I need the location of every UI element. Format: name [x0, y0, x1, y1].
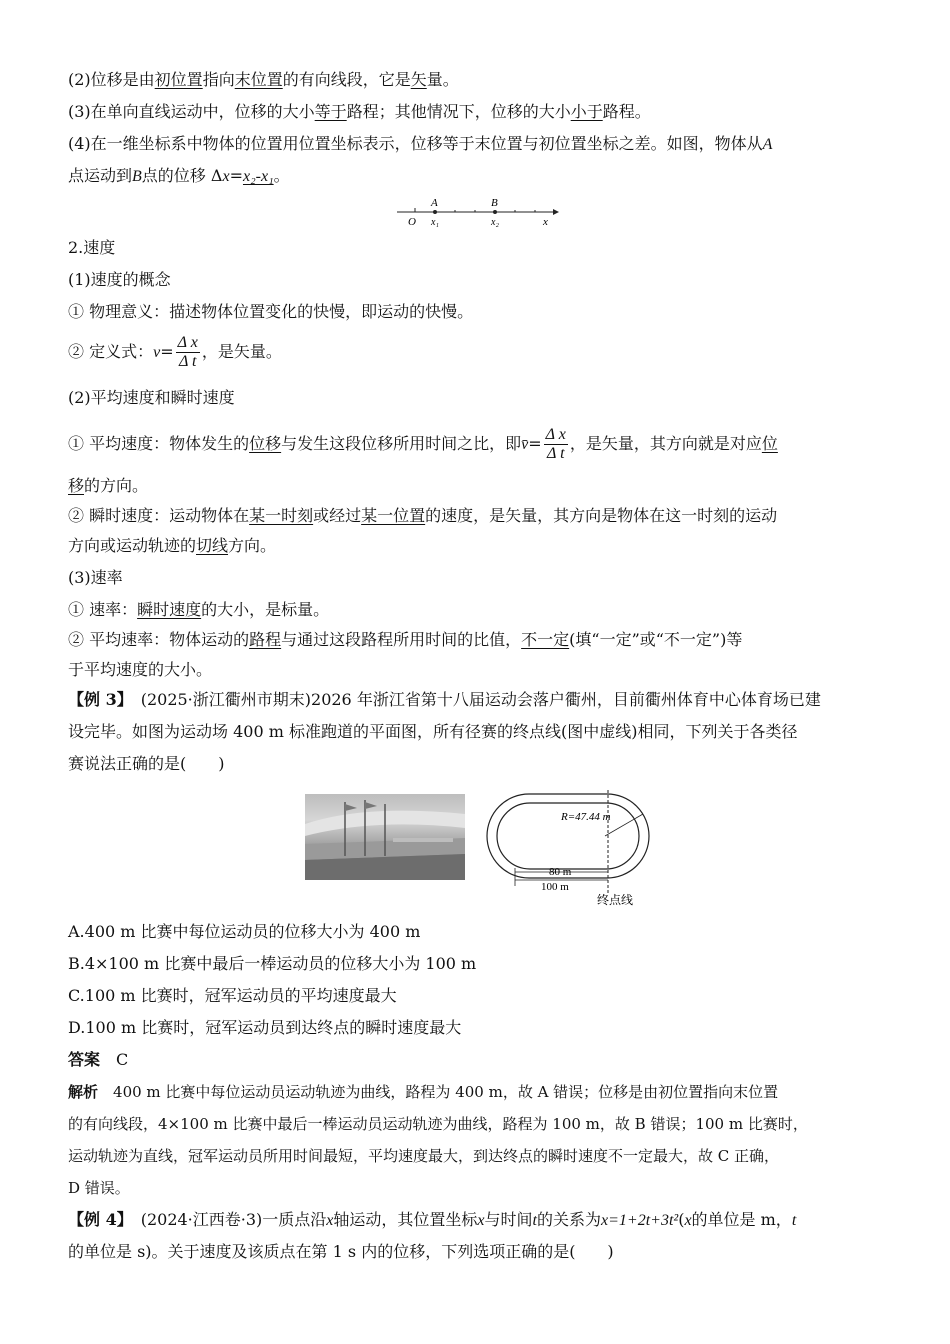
track-diagram: [483, 790, 663, 910]
label-a: A: [431, 197, 438, 209]
point-a: [433, 210, 437, 214]
line-displacement-def: (2)位移是由初位置指向末位置的有向线段，它是矢量。: [68, 70, 459, 89]
finish-label: 终点线: [597, 893, 634, 907]
analysis-line-2: 的有向线段，4×100 m 比赛中最后一棒运动员运动轨迹为曲线，路程为 100 m，故 B 错误；100 m 比赛时，: [68, 1115, 808, 1133]
axis-arrow: [553, 209, 559, 215]
analysis-line-1: 解析 400 m 比赛中每位运动员运动轨迹为曲线，路程为 400 m，故 A 错误；位移是由初位置指向末位置: [68, 1083, 779, 1101]
line-speed: ① 速率：瞬时速度的大小，是标量。: [68, 600, 330, 619]
example-3-stem-3: 赛说法正确的是( ): [68, 754, 225, 773]
line-physical-meaning: ① 物理意义：描述物体位置变化的快慢，即运动的快慢。: [68, 302, 474, 321]
line-instant-velocity-cont: 方向或运动轨迹的切线方向。: [68, 536, 277, 555]
line-definition-formula: ② 定义式：v= $\frac{\text{Δ x}}{\text{Δ t}}$ ，是矢量。: [68, 334, 282, 370]
fraction-dx-dt: $\frac{\text{Δ x}}{\text{Δ t}}$: [177, 334, 198, 370]
heading-speed: (3)速率: [68, 568, 123, 587]
number-line-diagram: [395, 194, 560, 228]
line-average-speed-cont: 于平均速度的大小。: [68, 660, 213, 679]
label-x2: x₂: [491, 217, 499, 228]
heading-velocity-concept: (1)速度的概念: [68, 270, 171, 289]
example-3-stem-2: 设完毕。如图为运动场 400 m 标准跑道的平面图，所有径赛的终点线(图中虚线)相同，下列关于各类径: [68, 722, 798, 741]
option-c: C.100 m 比赛时，冠军运动员的平均速度最大: [68, 986, 397, 1005]
option-a: A.400 m 比赛中每位运动员的位移大小为 400 m: [68, 922, 421, 941]
label-o: O: [408, 216, 416, 228]
label-b: B: [491, 197, 498, 209]
analysis-line-3: 运动轨迹为直线，冠军运动员所用时间最短，平均速度最大，到达终点的瞬时速度不一定最大，故 C 正确，: [68, 1147, 780, 1165]
line-displacement-formula: 点运动到B点的位移 Δx=x₂-x₁。: [68, 166, 290, 185]
example-4-stem-2: 的单位是 s)。关于速度及该质点在第 1 s 内的位移，下列选项正确的是( ): [68, 1242, 614, 1261]
answer-line: 答案 C: [68, 1050, 129, 1069]
option-b: B.4×100 m 比赛中最后一棒运动员的位移大小为 100 m: [68, 954, 477, 973]
heading-velocity: 2.速度: [68, 238, 116, 257]
fraction-avg-velocity: $\frac{\text{Δ x}}{\text{Δ t}}$: [545, 426, 566, 462]
line-displacement-magnitude: (3)在单向直线运动中，位移的大小等于路程；其他情况下，位移的大小小于路程。: [68, 102, 651, 121]
example-4-stem: 【例 4】 (2024·江西卷·3)一质点沿x轴运动，其位置坐标x与时间t的关系为x=1+2t+3t²(x的单位是 m，t: [68, 1210, 797, 1229]
stadium-photo: [305, 794, 465, 880]
line-instant-velocity: ② 瞬时速度：运动物体在某一时刻或经过某一位置的速度，是矢量，其方向是物体在这一时刻的运动: [68, 506, 778, 525]
line-average-velocity-cont: 移的方向。: [68, 476, 149, 495]
length-100-label: 100 m: [541, 881, 569, 893]
analysis-line-4: D 错误。: [68, 1179, 130, 1197]
example-3-stem: 【例 3】 (2025·浙江衢州市期末)2026 年浙江省第十八届运动会落户衢州，目前衢州体育中心体育场已建: [68, 690, 821, 709]
point-b: [493, 210, 497, 214]
option-d: D.100 m 比赛时，冠军运动员到达终点的瞬时速度最大: [68, 1018, 462, 1037]
label-x: x: [543, 216, 548, 228]
line-average-velocity: ① 平均速度：物体发生的位移与发生这段位移所用时间之比，即v̄= $\frac{\text{Δ x}}{\text{Δ t}}$ ，是矢量，其方向就是对应位: [68, 426, 778, 462]
length-80-label: 80 m: [549, 866, 572, 878]
label-x1: x₁: [431, 217, 439, 228]
line-average-speed: ② 平均速率：物体运动的路程与通过这段路程所用时间的比值，不一定(填“一定”或“不一定”)等: [68, 630, 743, 649]
radius-label: R=47.44 m: [561, 811, 611, 823]
line-coordinate-system: (4)在一维坐标系中物体的位置用位置坐标表示，位移等于末位置与初位置坐标之差。如图，物体从A: [68, 134, 773, 153]
heading-average-instant: (2)平均速度和瞬时速度: [68, 388, 235, 407]
